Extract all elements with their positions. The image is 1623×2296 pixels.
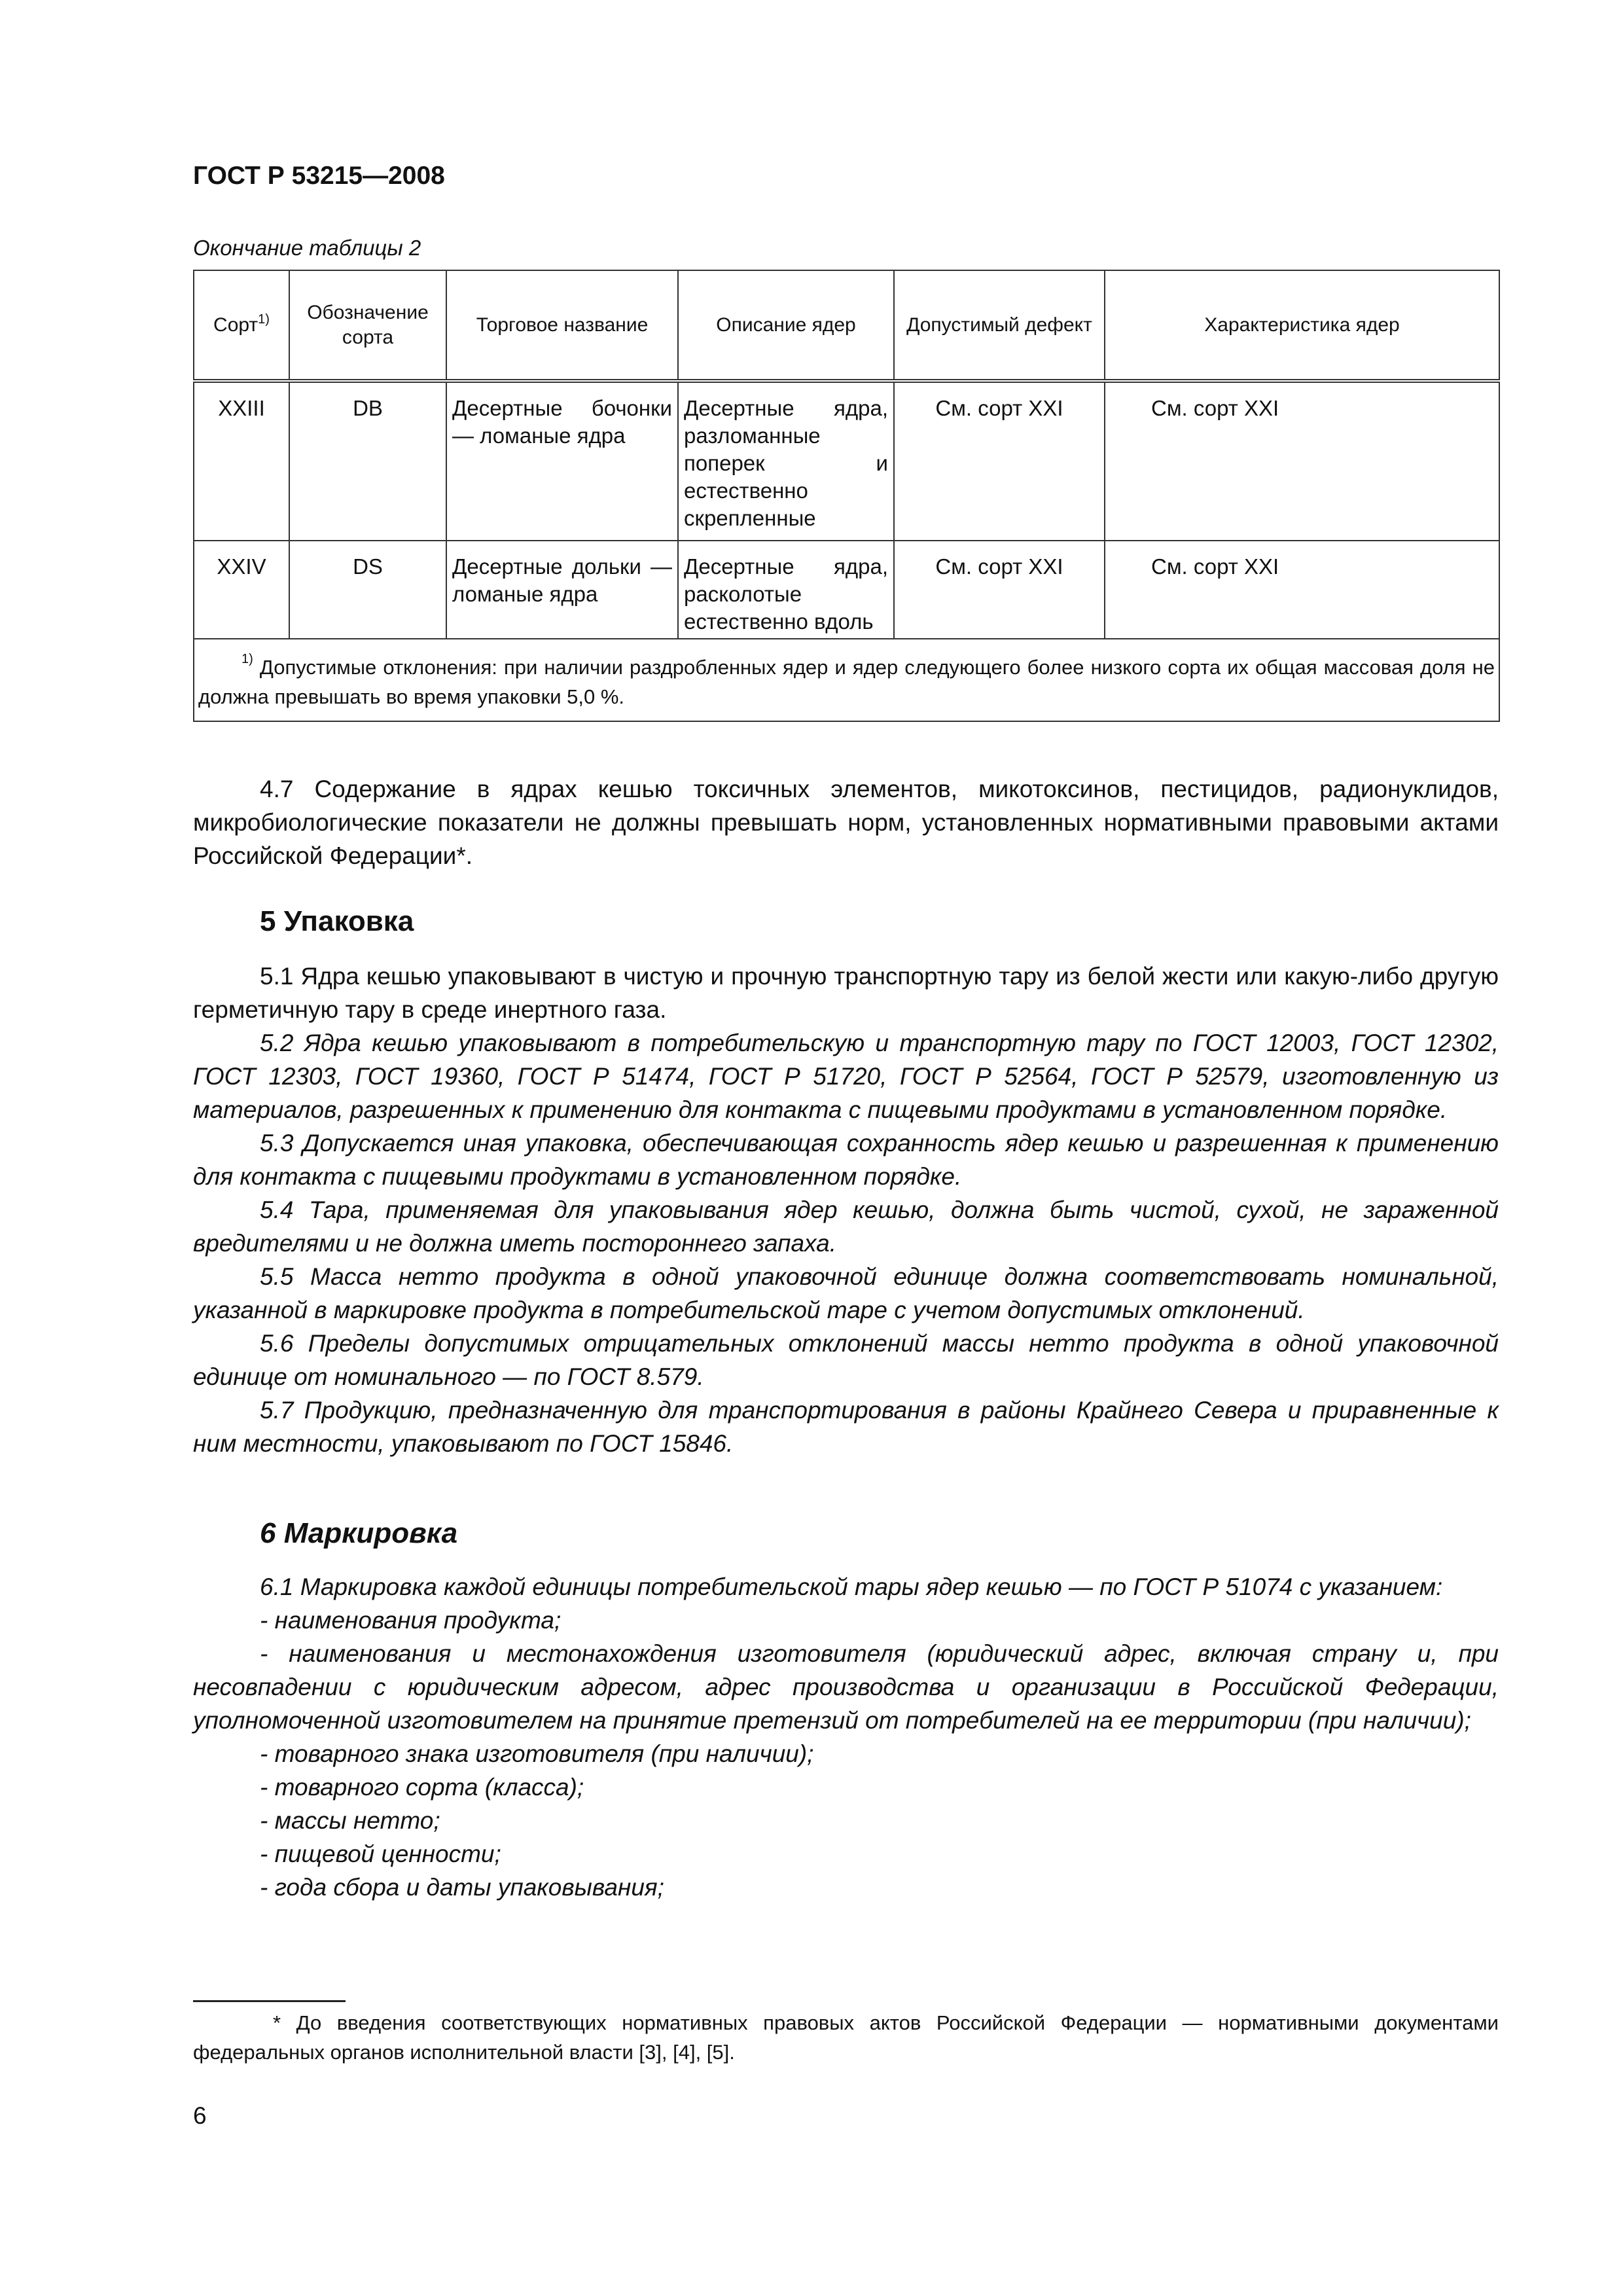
cell-name: Десертные дольки — ломаные ядра: [446, 541, 678, 639]
section-5-body: [193, 960, 1499, 1460]
table-note-row: [194, 639, 1499, 721]
list-item: - наименования и местонахождения изготовителя (юридический адрес, включая страну и, при несовпадении с юридическим адресом, адрес производства и организации в Российской Федерации, уполномоченной изготовителем на принятие претензий от потребителей на ее территории (при наличии);: [193, 1640, 1499, 1734]
table-header-row: [194, 270, 1499, 381]
list-item: - товарного сорта (класса);: [260, 1774, 584, 1801]
section-6-body: [193, 1570, 1499, 1904]
cell-defect: См. сорт XXI: [894, 541, 1105, 639]
column-header-defect: Допустимый дефект: [894, 270, 1105, 381]
list-item: - наименования продукта;: [260, 1607, 562, 1634]
cell-code: DS: [289, 541, 446, 639]
section-6-title: 6 Маркировка: [260, 1517, 458, 1549]
list-item: - пищевой ценности;: [260, 1840, 501, 1867]
list-item: - товарного знака изготовителя (при наличии);: [260, 1740, 814, 1767]
cell-sort: XXIII: [194, 381, 289, 541]
note-mark: 1): [241, 652, 253, 666]
paragraph-5-3: 5.3 Допускается иная упаковка, обеспечивающая сохранность ядер кешью и разрешенная к применению для контакта с пищевыми продуктами в установленном порядке.: [193, 1130, 1499, 1190]
list-item: - года сбора и даты упаковывания;: [260, 1874, 664, 1901]
footnote-divider: [193, 2000, 346, 2002]
column-header-characteristic: Характеристика ядер: [1105, 270, 1499, 381]
column-header-sort: Сорт$^{1)}$: [194, 270, 289, 381]
cell-description: Десертные ядра, разломанные поперек и естественно скрепленные: [678, 381, 894, 541]
cell-code: DB: [289, 381, 446, 541]
footnote: * До введения соответствующих нормативных правовых актов Российской Федерации — нормативными документами федеральных органов исполнительной власти [3], [4], [5].: [193, 2011, 1499, 2064]
paragraph-5-4: 5.4 Тара, применяемая для упаковывания ядер кешью, должна быть чистой, сухой, не зараженной вредителями и не должна иметь постороннего запаха.: [193, 1196, 1499, 1257]
cell-description: Десертные ядра, расколотые естественно вдоль: [678, 541, 894, 639]
table-caption: Окончание таблицы 2: [193, 236, 421, 260]
paragraph-5-5: 5.5 Масса нетто продукта в одной упаковочной единице должна соответствовать номинальной, указанной в маркировке продукта в потребительской таре с учетом допустимых отклонений.: [193, 1263, 1499, 1323]
list-item: - массы нетто;: [260, 1807, 440, 1834]
column-header-name: Торговое название: [446, 270, 678, 381]
cell-sort: XXIV: [194, 541, 289, 639]
paragraph-5-2: 5.2 Ядра кешью упаковывают в потребительскую и транспортную тару по ГОСТ 12003, ГОСТ 12302, ГОСТ 12303, ГОСТ 19360, ГОСТ Р 51474, ГОСТ Р 51720, ГОСТ Р 52564, ГОСТ Р 52579, изготовленную из материалов, разрешенных к применению для контакта с пищевыми продуктами в установленном порядке.: [193, 1030, 1499, 1123]
cell-name: Десертные бочонки — ломаные ядра: [446, 381, 678, 541]
paragraph-5-6: 5.6 Пределы допустимых отрицательных отклонений массы нетто продукта в одной упаковочной единице от номинального — по ГОСТ 8.579.: [193, 1330, 1499, 1390]
paragraph-6-1: 6.1 Маркировка каждой единицы потребительской тары ядер кешью — по ГОСТ Р 51074 с указанием:: [260, 1573, 1443, 1600]
cell-characteristic: См. сорт XXI: [1105, 381, 1499, 541]
table-note: $^{1)}$ Допустимые отклонения: при наличии раздробленных ядер и ядер следующего более низкого сорта их общая массовая доля не должна превышать во время упаковки 5,0 %.: [194, 639, 1499, 721]
column-header-description: Описание ядер: [678, 270, 894, 381]
grades-table: [193, 270, 1500, 722]
document-code: ГОСТ Р 53215—2008: [193, 162, 445, 190]
column-header-code: Обозначение сорта: [289, 270, 446, 381]
paragraph-4-7: 4.7 Содержание в ядрах кешью токсичных элементов, микотоксинов, пестицидов, радионуклидов, микробиологические показатели не должны превышать норм, установленных нормативными правовыми актами Российской Федерации*.: [193, 776, 1499, 869]
cell-defect: См. сорт XXI: [894, 381, 1105, 541]
paragraph-5-7: 5.7 Продукцию, предназначенную для транспортирования в районы Крайнего Севера и приравненные к ним местности, упаковывают по ГОСТ 15846.: [193, 1397, 1499, 1457]
page-number: 6: [193, 2102, 207, 2129]
paragraph-5-1: 5.1 Ядра кешью упаковывают в чистую и прочную транспортную тару из белой жести или какую-либо другую герметичную тару в среде инертного газа.: [193, 963, 1499, 1023]
cell-characteristic: См. сорт XXI: [1105, 541, 1499, 639]
section-5-title: 5 Упаковка: [260, 905, 414, 937]
table-row: [194, 541, 1499, 639]
table-row: [194, 381, 1499, 541]
